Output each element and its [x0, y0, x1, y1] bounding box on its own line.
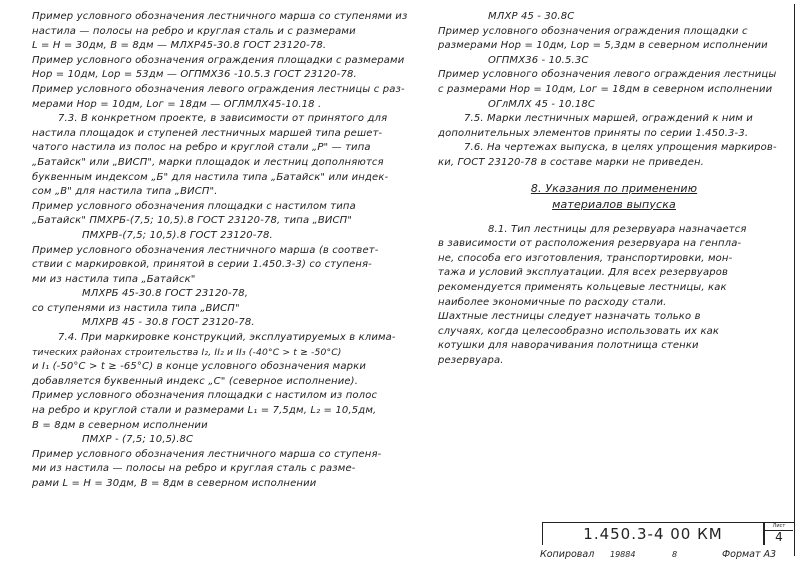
- section-subtitle: материалов выпуска: [552, 197, 676, 211]
- text-line: Пример условного обозначения левого ограждения лестницы: [438, 69, 777, 81]
- text-line: 7.4. При маркировке конструкций, эксплуатируемых в клима-: [58, 332, 396, 344]
- text-line: МЛХРБ 45-30.8 ГОСТ 23120-78,: [82, 288, 249, 300]
- text-line: Пример условного обозначения лестничного марша со ступенями из: [32, 11, 408, 22]
- text-line: рекомендуется применять кольцевые лестницы, как: [438, 281, 727, 293]
- footer-number: 19884: [610, 550, 636, 559]
- text-line: случаях, когда целесообразно использовать их как: [438, 325, 720, 337]
- text-line: настила — полосы на ребро и круглая сталь и с размерами: [32, 25, 356, 37]
- text-line: Пример условного обозначения левого ограждения лестницы с раз-: [32, 83, 405, 95]
- text-line: ми из настила типа „Батайск": [32, 273, 196, 285]
- right-text-column: [438, 10, 790, 368]
- text-line: ОГлМЛХ 45 - 10.18С: [488, 98, 596, 110]
- text-line: котушки для наворачивания полотнища стенки: [438, 340, 699, 352]
- footer-copied: Копировал: [540, 549, 595, 560]
- text-line: в зависимости от расположения резервуара на генпла-: [438, 238, 742, 250]
- text-line: размерами Нор = 10дм, Lор = 5,3дм в северном исполнении: [438, 40, 768, 52]
- text-line: 7.3. В конкретном проекте, в зависимости от принятого для: [58, 113, 388, 125]
- title-block-stamp: [542, 522, 795, 545]
- footer-format: Формат А3: [722, 549, 777, 560]
- spacer: [438, 171, 790, 181]
- text-line: чатого настила из полос на ребро и круглой стали „Р" — типа: [32, 142, 371, 154]
- text-line: „Батайск" или „ВИСП", марки площадок и лестниц дополняются: [32, 156, 384, 168]
- text-line: мерами Нор = 10дм, Lог = 18дм — ОГЛМЛХ45-10.18 .: [32, 98, 322, 110]
- text-line: ПМХРВ-(7,5; 10,5).8 ГОСТ 23120-78.: [82, 229, 273, 241]
- text-line: Пример условного обозначения площадки с настилом из полос: [32, 390, 378, 402]
- text-line: добавляется буквенный индекс „С" (северное исполнение).: [32, 375, 359, 387]
- spacer: [438, 213, 790, 223]
- text-line: 7.5. Марки лестничных маршей, ограждений к ним и: [464, 113, 753, 125]
- text-line: и I₁ (-50°С > t ≥ -65°С) в конце условного обозначения марки: [32, 361, 366, 373]
- text-line: Пример условного обозначения лестничного марша со ступеня-: [32, 448, 382, 460]
- footer-number-2: 8: [672, 550, 678, 559]
- document-code: 1.450.3-4 00 КМ: [583, 525, 723, 543]
- text-line: на ребро и круглой стали и размерами L₁ = 7,5дм, L₂ = 10,5дм,: [32, 405, 377, 417]
- text-line: ПМХР - (7,5; 10,5).8С: [82, 434, 194, 446]
- text-line: со ступенями из настила типа „ВИСП": [32, 302, 240, 314]
- text-line: резервуара.: [438, 354, 504, 366]
- section-title: 8. Указания по применению: [530, 181, 698, 195]
- text-line: ми из настила — полосы на ребро и круглая сталь с разме-: [32, 463, 356, 475]
- text-line: Шахтные лестницы следует назначать только в: [438, 311, 701, 323]
- text-line: МЛХРВ 45 - 30.8 ГОСТ 23120-78.: [82, 317, 255, 329]
- text-line: ствии с маркировкой, принятой в серии 1.450.3-3) со ступеня-: [32, 259, 372, 271]
- text-line: ки, ГОСТ 23120-78 в составе марки не приведен.: [438, 156, 705, 168]
- text-line: буквенным индексом „Б" для настила типа „Батайск" или индек-: [32, 171, 389, 183]
- text-line: наиболее экономичные по расходу стали.: [438, 296, 667, 308]
- text-line: настила площадок и ступеней лестничных маршей типа решет-: [32, 127, 383, 139]
- text-line: не, способа его изготовления, транспортировки, мон-: [438, 252, 733, 264]
- text-line: с размерами Нор = 10дм, Lог = 18дм в северном исполнении: [438, 83, 773, 95]
- text-line: Пример условного обозначения ограждения площадки с: [438, 25, 748, 37]
- text-line: В = 8дм в северном исполнении: [32, 419, 208, 431]
- text-line: рами L = H = 30дм, В = 8дм в северном исполнении: [32, 478, 317, 489]
- text-line: Пример условного обозначения ограждения площадки с размерами: [32, 54, 405, 66]
- text-line: сом „В" для настила типа „ВИСП".: [32, 186, 218, 198]
- document-sheet: [8, 4, 795, 556]
- text-line: Пример условного обозначения площадки с настилом типа: [32, 200, 356, 212]
- text-line: ОГПМХ36 - 10.5.3С: [488, 54, 589, 66]
- text-line: 7.6. На чертежах выпуска, в целях упрощения маркиров-: [464, 142, 777, 154]
- text-line: Нор = 10дм, Lор = 53дм — ОГПМХ36 -10.5.3 ГОСТ 23120-78.: [32, 69, 357, 81]
- left-text-column: [32, 10, 408, 492]
- sheet-number: 4: [775, 530, 783, 544]
- text-line: тических районах строительства I₂, II₂ и II₃ (-40°С > t ≥ -50°С): [32, 346, 342, 358]
- text-line: дополнительных элементов приняты по серии 1.450.3-3.: [438, 127, 749, 139]
- text-line: МЛХР 45 - 30.8С: [488, 11, 575, 22]
- sheet-label: Лист: [765, 523, 793, 531]
- text-line: L = H = 30дм, В = 8дм — МЛХР45-30.8 ГОСТ 23120-78.: [32, 40, 327, 52]
- text-line: „Батайск" ПМХРБ-(7,5; 10,5).8 ГОСТ 23120-78, типа „ВИСП": [32, 215, 353, 227]
- text-line: 8.1. Тип лестницы для резервуара назначается: [488, 223, 747, 235]
- text-line: тажа и условий эксплуатации. Для всех резервуаров: [438, 267, 729, 279]
- text-line: Пример условного обозначения лестничного марша (в соответ-: [32, 244, 379, 256]
